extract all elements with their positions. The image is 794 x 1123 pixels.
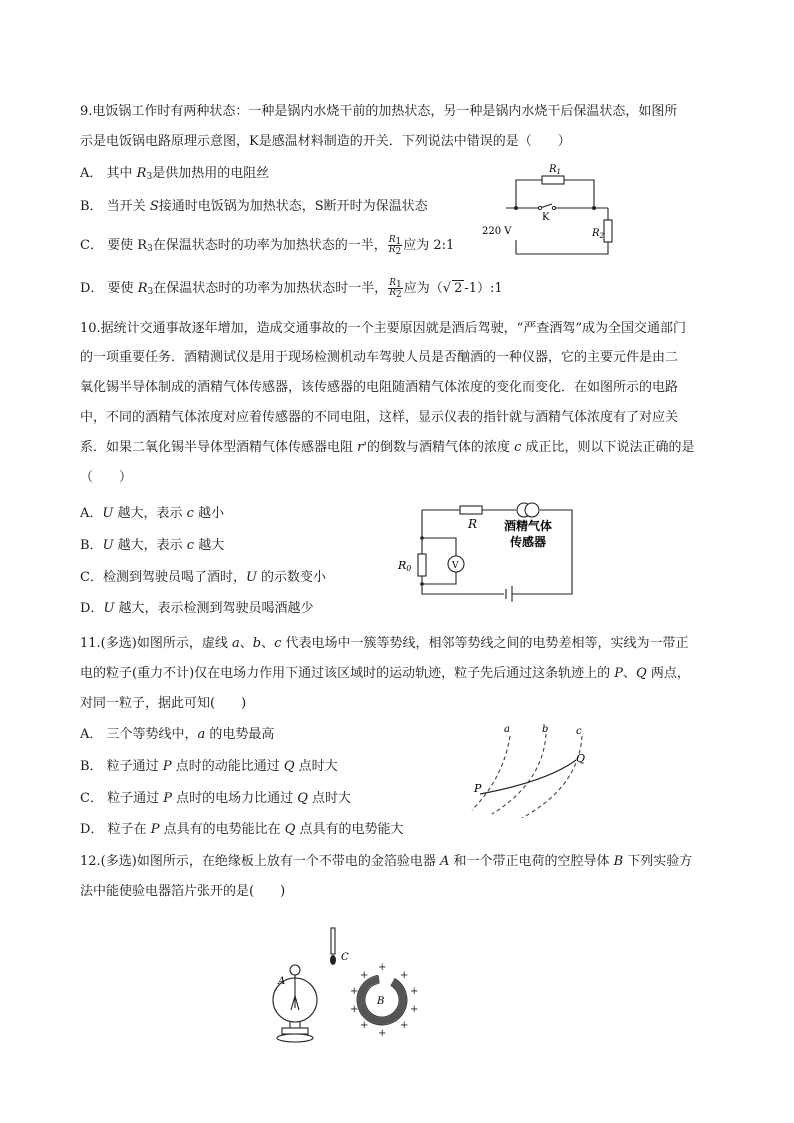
q11-option-b: B． 粒子通过 P 点时的动能比通过 Q 点时大 — [80, 759, 338, 774]
q9-label-r1: $R_1$ — [549, 164, 561, 176]
q10-voltmeter-top-wire — [422, 538, 456, 556]
sqrt-sign: √ — [442, 281, 452, 296]
q10-stem-line-5: 系．如果二氧化锡半导体型酒精气体传感器电阻 r'的倒数与酒精气体的浓度 c 成正比，则以下说法正确的是 — [80, 440, 695, 455]
q12-charge: + — [400, 1020, 409, 1031]
q9-label-220v: 220 V — [482, 226, 512, 237]
q9-option-c: C． 要使 $R_3$在保温状态时的功率为加热状态的一半， $\frac{R_1}{R_2}$ 应为 2:1 — [80, 235, 455, 257]
q12-electroscope-base — [282, 1028, 308, 1034]
q10-label-r0: R0 — [398, 559, 412, 573]
q10-resistor-r0 — [418, 554, 426, 576]
q11-label-a: a — [504, 724, 510, 735]
q9-fraction-r1-r2-d: $\frac{R_1}{R_2}$ — [389, 278, 402, 300]
q10-option-b: B．U 越大，表示 c 越大 — [80, 538, 225, 553]
q10-voltmeter-bottom-wire — [422, 572, 456, 584]
q9-option-d: D． 要使 $R_3$在保温状态时的功率为加热状态时一半， $\frac{R_1}{R_2}$ 应为（√ 2 -1）:1 — [80, 278, 503, 300]
q9-switch-contact-right — [552, 206, 555, 209]
q12-charge: + — [350, 1004, 359, 1015]
q9-stem-line-1: 9.电饭锅工作时有两种状态：一种是锅内水烧干前的加热状态，另一种是锅内水烧干后保温状态，如图所 — [80, 104, 678, 119]
q10-stem-line-2: 的一项重要任务．酒精测试仪是用于现场检测机动车驾驶人员是否酗酒的一种仪器，它的主要元件是由二 — [80, 350, 679, 365]
q11-equipotential-a — [472, 736, 510, 810]
q12-rod-c — [330, 928, 336, 965]
q9-junction-left — [514, 206, 518, 210]
q12-rod-c-tip — [330, 955, 336, 965]
q10-junction-top — [420, 536, 424, 540]
q12-charge: + — [350, 986, 359, 997]
q9-option-b: B． 当开关 S接通时电饭锅为加热状态，S断开时为保温状态 — [80, 199, 428, 214]
q9-stem-line-2: 示是电饭锅电路原理示意图，K是感温材料制造的开关．下列说法中错误的是（ ） — [80, 134, 571, 149]
q11-label-q: Q — [576, 752, 586, 765]
q12-charge: + — [400, 970, 409, 981]
q10-label-r: R — [468, 517, 478, 531]
q10-label-sensor-2: 传感器 — [510, 535, 547, 549]
q12-stem-line-2: 法中能使验电器箔片张开的是( ) — [80, 884, 286, 899]
q9-option-a: A． 其中 $R_3$是供加热用的电阻丝 — [80, 166, 270, 182]
q9-rice-cooker-circuit — [476, 160, 626, 262]
q10-stem-line-3: 氧化锡半导体制成的酒精气体传感器，该传感器的电阻随酒精气体浓度的变化而变化．在如图所示的电路 — [80, 380, 679, 395]
q10-bottom-wire-left — [422, 510, 504, 594]
q11-stem-line-1: 11.(多选)如图所示，虚线 a、b、c 代表电场中一簇等势线，相邻等势线之间的电势差相等，实线为一带正 — [80, 636, 689, 651]
q11-equipotential-c — [522, 736, 582, 818]
q12-electroscope-stand — [277, 1034, 313, 1042]
q11-label-p: P — [474, 782, 482, 795]
q11-label-c: c — [576, 726, 582, 737]
q11-option-a: A． 三个等势线中，a 的电势最高 — [80, 727, 275, 742]
q10-option-a: A．U 越大，表示 c 越小 — [80, 506, 225, 521]
q11-equipotential-b — [492, 734, 546, 814]
q12-electroscope-figure — [264, 924, 434, 1050]
q12-charge: + — [360, 1020, 369, 1031]
q12-charge: + — [360, 970, 369, 981]
q10-option-d: D．U 越大，表示检测到驾驶员喝酒越少 — [80, 601, 314, 616]
q10-sensor-ring-right — [525, 503, 539, 517]
q11-stem-line-3: 对同一粒子，据此可知( ) — [80, 696, 247, 711]
q12-electroscope-neck — [290, 1022, 300, 1028]
q9-resistor-r1 — [542, 176, 564, 184]
q10-resistor-r — [460, 506, 482, 514]
q12-electroscope-knob — [290, 965, 300, 975]
q10-junction-bottom — [420, 582, 424, 586]
q12-charge: + — [410, 986, 419, 997]
q10-stem-line-4: 中，不同的酒精气体浓度对应着传感器的不同电阻，这样，显示仪表的指针就与酒精气体浓度有了对应关 — [80, 410, 679, 425]
q12-label-b: B — [377, 996, 385, 1007]
q12-stem-line-1: 12.(多选)如图所示，在绝缘板上放有一个不带电的金箔验电器 A 和一个带正电荷的空腔导体 B 下列实验方 — [80, 854, 693, 869]
q11-equipotential-figure — [466, 722, 596, 818]
q9-label-k: K — [542, 212, 550, 223]
q12-charge: + — [378, 1028, 387, 1039]
q10-label-v: V — [452, 561, 459, 571]
q12-charge: + — [378, 962, 387, 973]
q11-particle-trajectory — [480, 760, 576, 794]
q9-label-r2: $R_2$ — [592, 228, 604, 240]
q12-label-a: A — [278, 976, 286, 987]
q10-alcohol-tester-circuit — [396, 498, 580, 602]
q10-label-sensor-1: 酒精气体 — [504, 519, 553, 533]
q9-junction-right — [592, 206, 596, 210]
q11-option-c: C． 粒子通过 P 点时的电场力比通过 Q 点时大 — [80, 791, 352, 806]
q9-fraction-r1-r2: $\frac{R_1}{R_2}$ — [388, 235, 402, 257]
q12-rod-c-handle — [331, 928, 335, 954]
q10-stem-line-6: （ ） — [80, 470, 133, 485]
q10-option-c: C．检测到驾驶员喝了酒时，U 的示数变小 — [80, 570, 327, 585]
q9-switch-contact-left — [538, 206, 541, 209]
q11-stem-line-2: 电的粒子(重力不计)仅在电场力作用下通过该区域时的运动轨迹，粒子先后通过这条轨迹上的 P、Q 两点， — [80, 666, 690, 681]
q12-charge: + — [410, 1004, 419, 1015]
q10-stem-line-1: 10.据统计交通事故逐年增加，造成交通事故的一个主要原因就是酒后驾驶，“严查酒驾”成为全国交通部门 — [80, 321, 686, 336]
q11-option-d: D． 粒子在 P 点具有的电势能比在 Q 点具有的电势能大 — [80, 822, 404, 837]
q12-label-c: C — [341, 952, 349, 963]
q11-label-b: b — [542, 724, 549, 735]
q9-bottom-wire — [516, 242, 608, 254]
q9-resistor-r2 — [604, 220, 612, 242]
